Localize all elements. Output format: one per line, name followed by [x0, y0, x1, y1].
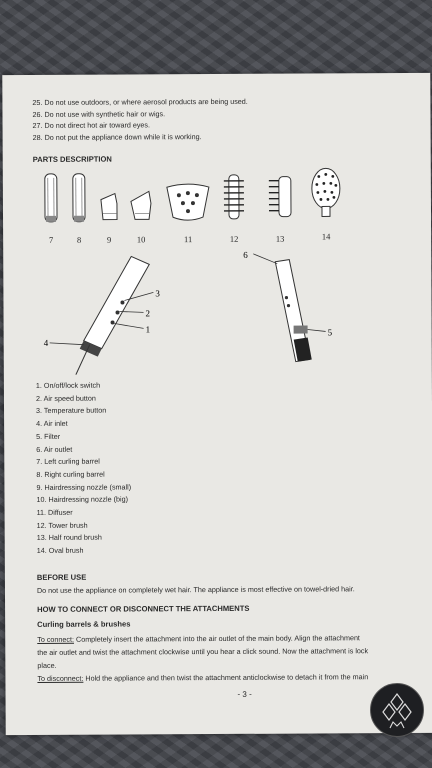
left-curling-barrel [41, 172, 61, 245]
list-item: 1. On/off/lock switch [35, 380, 101, 390]
disconnect-text: Hold the appliance and then twist the attachment anticlockwise to detach it from the main [83, 672, 369, 683]
small-nozzle [97, 190, 121, 245]
parts-list [36, 379, 132, 557]
connect-line-1 [37, 633, 360, 644]
connect-label: To connect: [37, 634, 75, 644]
disconnect-label: To disconnect: [37, 673, 84, 683]
callout-4: 4 [43, 337, 49, 348]
list-item: 2. Air speed button [35, 393, 96, 403]
manual-page [2, 73, 432, 735]
part-number: 12 [229, 233, 239, 244]
warning-item: 27. Do not direct hot air toward eyes. [32, 120, 151, 131]
diffuser [163, 181, 213, 244]
half-round-brush [265, 173, 295, 244]
disconnect-line [37, 672, 368, 683]
right-curling-barrel [69, 172, 89, 245]
list-item: 12. Tower brush [36, 520, 88, 530]
list-item: 10. Hairdressing nozzle (big) [36, 494, 129, 505]
list-item: 3. Temperature button [36, 405, 107, 416]
callout-3: 3 [155, 288, 160, 299]
warning-list [32, 96, 248, 144]
callout-2: 2 [145, 308, 151, 319]
callout-1: 1 [145, 324, 151, 335]
part-number: 8 [76, 234, 82, 245]
part-number: 9 [106, 234, 112, 245]
list-item: 11. Diffuser [36, 507, 73, 517]
attachments-row [3, 168, 431, 250]
styler-handle-left [49, 256, 154, 375]
part-number: 14 [321, 231, 331, 242]
list-item: 9. Hairdressing nozzle (small) [36, 482, 132, 492]
part-number: 10 [136, 234, 146, 245]
list-item: 13. Half round brush [36, 533, 102, 543]
parts-heading: PARTS DESCRIPTION [32, 154, 112, 164]
before-use-heading: BEFORE USE [36, 572, 87, 582]
connect-line-3: place. [37, 660, 57, 670]
attachments-heading: HOW TO CONNECT OR DISCONNECT THE ATTACHMENTS [37, 603, 250, 614]
tower-brush [221, 171, 247, 244]
list-item: 5. Filter [36, 431, 61, 441]
page-number: - 3 - [237, 689, 252, 699]
list-item: 14. Oval brush [36, 545, 84, 556]
list-item: 6. Air outlet [36, 444, 73, 454]
warning-item: 25. Do not use outdoors, or where aerosol products are being used. [32, 96, 248, 107]
callout-5: 5 [327, 327, 333, 338]
big-nozzle [127, 189, 155, 244]
styler-handle-right [253, 253, 326, 361]
before-use-text: Do not use the appliance on completely wet hair. The appliance is most effective on towel-dried hair. [36, 584, 355, 595]
part-number: 13 [275, 233, 285, 244]
curling-subheading: Curling barrels & brushes [37, 619, 131, 629]
connect-line-2: the air outlet and twist the attachment clockwise until you hear a click sound. Now the attachment is lock [37, 646, 369, 657]
oval-brush [307, 164, 345, 241]
warning-item: 26. Do not use with synthetic hair or wigs. [32, 108, 166, 119]
part-number: 11 [184, 234, 193, 245]
list-item: 4. Air inlet [36, 418, 68, 429]
main-body-diagram [3, 243, 432, 375]
part-number: 7 [48, 234, 54, 245]
list-item: 7. Left curling barrel [36, 456, 100, 467]
callout-6: 6 [243, 249, 248, 260]
list-item: 8. Right curling barrel [36, 469, 105, 479]
warning-item: 28. Do not put the appliance down while it is working. [32, 131, 202, 142]
connect-text: Completely insert the attachment into the air outlet of the main body. Align the attachment [73, 633, 360, 644]
watermark-logo [370, 683, 424, 737]
